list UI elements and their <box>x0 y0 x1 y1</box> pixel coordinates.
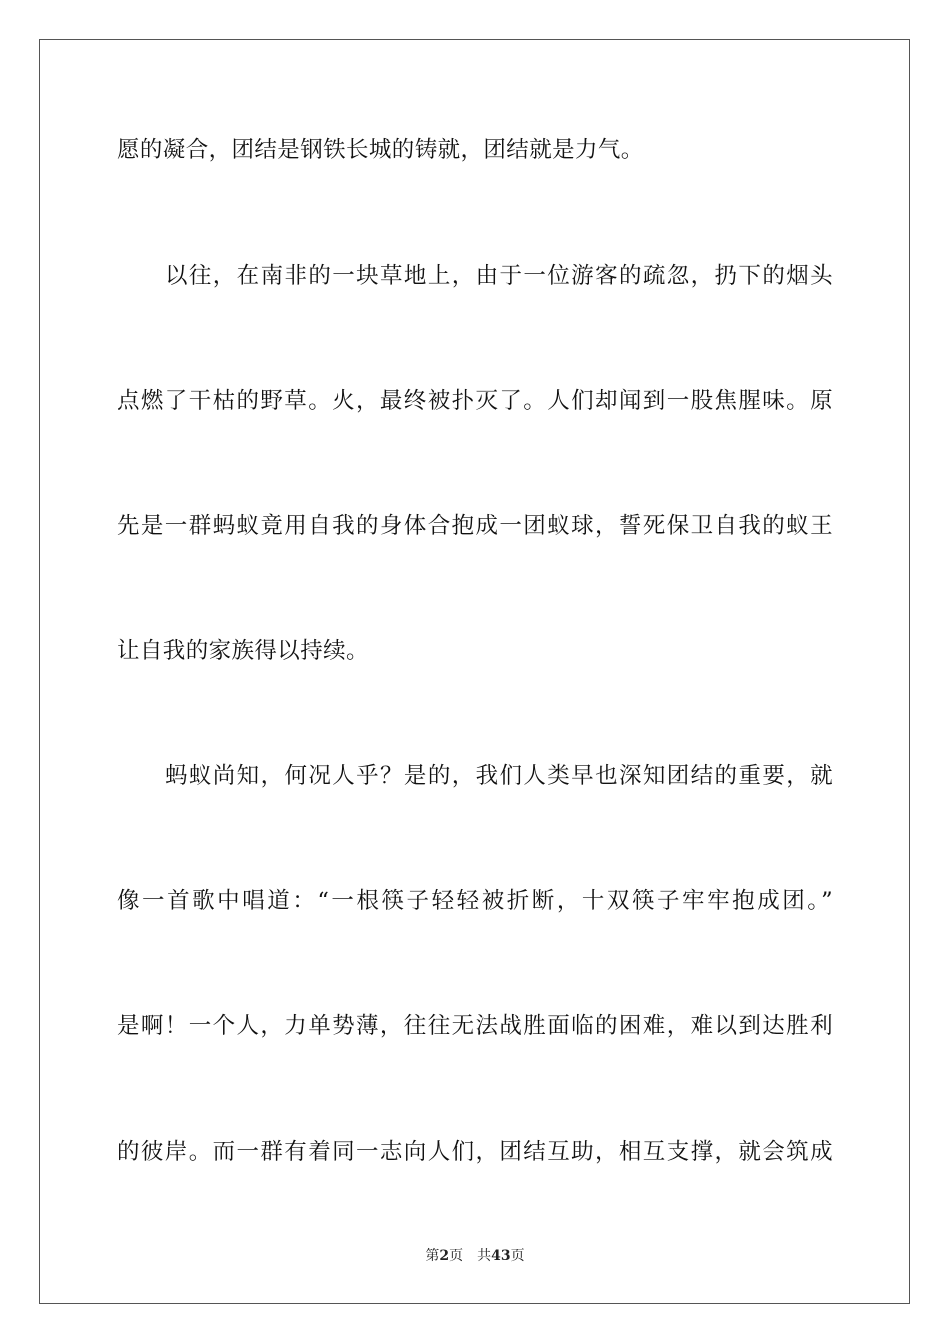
page-prefix: 第 <box>425 1248 440 1264</box>
total-prefix: 共 <box>477 1248 492 1264</box>
text-line-4: 先是一群蚂蚁竟用自我的身体合抱成一团蚁球，誓死保卫自我的蚁王 <box>117 513 833 539</box>
text-line-3: 点燃了干枯的野草。火，最终被扑灭了。人们却闻到一股焦腥味。原 <box>117 388 833 414</box>
total-suffix: 页 <box>510 1248 525 1264</box>
page-footer <box>0 1246 950 1266</box>
page-number: 2 <box>439 1248 450 1264</box>
text-line-5: 让自我的家族得以持续。 <box>117 638 369 664</box>
text-line-1: 愿的凝合，团结是钢铁长城的铸就，团结就是力气。 <box>117 137 644 163</box>
text-line-7: 像一首歌中唱道：“一根筷子轻轻被折断，十双筷子牢牢抱成团。” <box>117 888 833 914</box>
total-pages: 43 <box>491 1248 511 1264</box>
page-suffix: 页 <box>449 1248 464 1264</box>
text-line-8: 是啊！一个人，力单势薄，往往无法战胜面临的困难，难以到达胜利 <box>117 1013 833 1039</box>
text-line-9: 的彼岸。而一群有着同一志向人们，团结互助，相互支撑，就会筑成 <box>117 1139 833 1165</box>
text-line-6: 蚂蚁尚知，何况人乎？是的，我们人类早也深知团结的重要，就 <box>165 763 833 789</box>
text-line-2: 以往，在南非的一块草地上，由于一位游客的疏忽，扔下的烟头 <box>165 263 833 289</box>
page-border <box>39 39 910 1304</box>
